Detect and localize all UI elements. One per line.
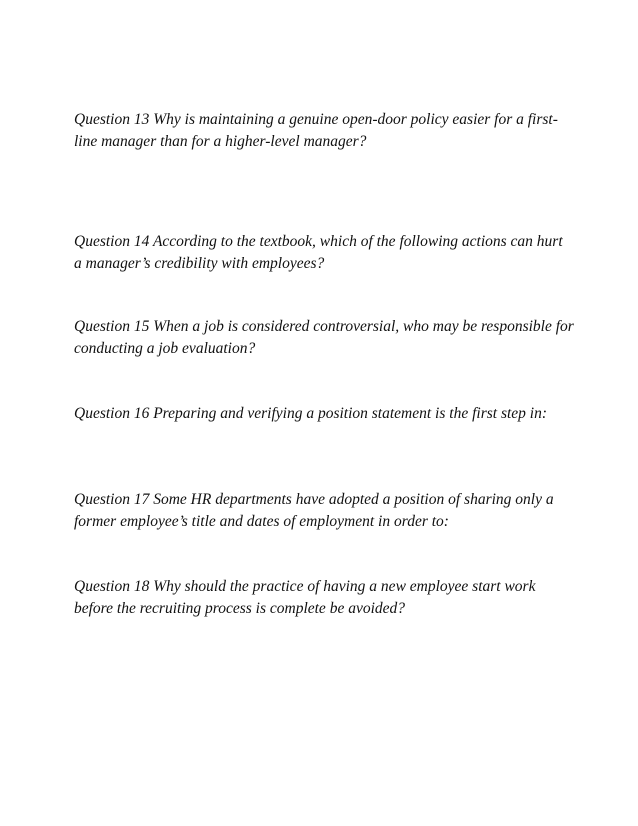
question-13: Question 13 Why is maintaining a genuine open-door policy easier for a first-line manager than for a higher-level manager? [74, 111, 558, 150]
question-16: Question 16 Preparing and verifying a position statement is the first step in: [74, 405, 547, 422]
question-15: Question 15 When a job is considered controversial, who may be responsible for conducting a job evaluation? [74, 318, 574, 357]
question-17: Question 17 Some HR departments have adopted a position of sharing only a former employee’s title and dates of employment in order to: [74, 491, 554, 530]
question-18: Question 18 Why should the practice of having a new employee start work before the recruiting process is complete be avoided? [74, 578, 536, 617]
question-14: Question 14 According to the textbook, which of the following actions can hurt a manager’s credibility with employees? [74, 233, 563, 272]
